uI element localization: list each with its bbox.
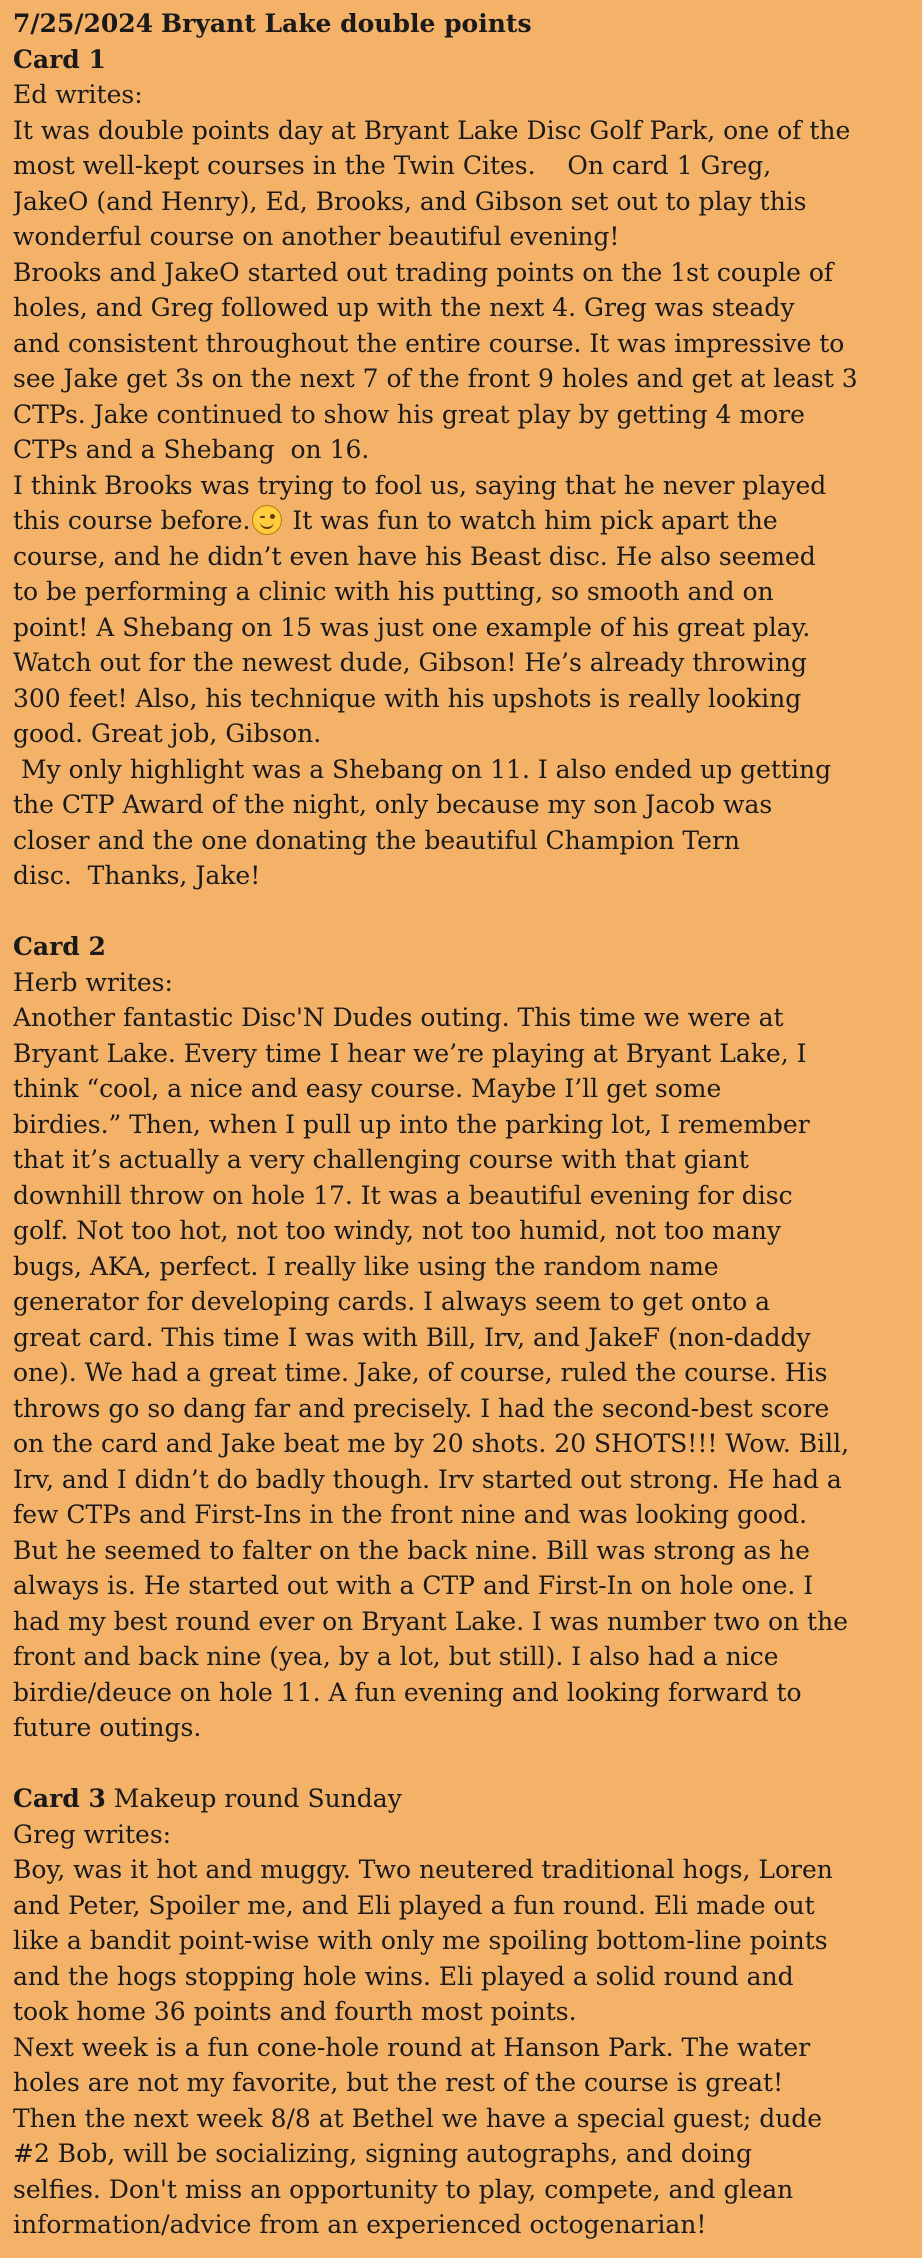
card-3-section (13, 1781, 910, 2243)
paragraph-line: great card. This time I was with Bill, Irv, and JakeF (non-daddy (13, 1322, 811, 1352)
author-line: Ed writes: (13, 80, 143, 109)
paragraph-line: holes are not my favorite, but the rest of the course is great! (13, 2068, 784, 2097)
paragraph-line: birdie/deuce on hole 11. A fun evening and looking forward to (13, 1677, 802, 1707)
card-2-body (13, 1000, 910, 1746)
paragraph-line: like a bandit point-wise with only me spoiling bottom-line points (13, 1926, 828, 1955)
page-title (13, 6, 910, 42)
paragraph-line: But he seemed to falter on the back nine. Bill was strong as he (13, 1535, 810, 1565)
paragraph-line: and the hogs stopping hole wins. Eli played a solid round and (13, 1961, 794, 1991)
paragraph-line: CTPs and a Shebang on 16. (13, 435, 370, 464)
paragraph-line: golf. Not too hot, not too windy, not too humid, not too many (13, 1216, 781, 1245)
card-2-section (13, 929, 910, 1746)
paragraph-line: most well-kept courses in the Twin Cites. On card 1 Greg, (13, 151, 772, 180)
paragraph-line: #2 Bob, will be socializing, signing autographs, and doing (13, 2139, 753, 2168)
paragraph-line: few CTPs and First-Ins in the front nine and was looking good. (13, 1500, 808, 1529)
paragraph-line: that it’s actually a very challenging course with that giant (13, 1145, 749, 1174)
paragraph-line: holes, and Greg followed up with the next 4. Greg was steady (13, 293, 795, 322)
author-line: Herb writes: (13, 967, 173, 997)
paragraph-line: disc. Thanks, Jake! (13, 861, 261, 890)
paragraph-line: bugs, AKA, perfect. I really like using the random name (13, 1251, 719, 1281)
card-title: Card 1 (13, 44, 106, 74)
paragraph-line: took home 36 points and fourth most points. (13, 1997, 577, 2026)
paragraph-line: CTPs. Jake continued to show his great play by getting 4 more (13, 399, 805, 429)
card-1-body-part-2 (13, 539, 910, 894)
event-name: Bryant Lake double points (160, 9, 532, 38)
paragraph-line: and Peter, Spoiler me, and Eli played a fun round. Eli made out (13, 1890, 815, 1920)
paragraph-line: the CTP Award of the night, only because my son Jacob was (13, 790, 773, 819)
paragraph-line: information/advice from an experienced octogenarian! (13, 2210, 707, 2239)
paragraph-line: Next week is a fun cone-hole round at Hanson Park. The water (13, 2032, 811, 2062)
card-title: Card 3 Makeup round Sunday (13, 1784, 402, 1813)
card-3-body (13, 1852, 910, 2243)
card-1-section (13, 42, 910, 894)
section-spacer (13, 894, 910, 930)
paragraph-line: birdies.” Then, when I pull up into the parking lot, I remember (13, 1109, 810, 1139)
paragraph-line: Boy, was it hot and muggy. Two neutered traditional hogs, Loren (13, 1855, 833, 1884)
paragraph-line: see Jake get 3s on the next 7 of the front 9 holes and get at least 3 (13, 364, 858, 393)
paragraph-line: Irv, and I didn’t do badly though. Irv started out strong. He had a (13, 1464, 842, 1494)
paragraph-line: downhill throw on hole 17. It was a beautiful evening for disc (13, 1180, 793, 1210)
paragraph-line: had my best round ever on Bryant Lake. I was number two on the (13, 1606, 848, 1636)
paragraph-line-with-emoji: this course before. It was fun to watch him pick apart the (13, 506, 778, 535)
event-date: 7/25/2024 (13, 9, 154, 38)
paragraph-line: on the card and Jake beat me by 20 shots. 20 SHOTS!!! Wow. Bill, (13, 1429, 850, 1458)
paragraph-line: I think Brooks was trying to fool us, saying that he never played (13, 470, 827, 500)
paragraph-line: selfies. Don't miss an opportunity to play, compete, and glean (13, 2174, 794, 2204)
paragraph-line: good. Great job, Gibson. (13, 719, 322, 748)
paragraph-line: always is. He started out with a CTP and First-In on hole one. I (13, 1571, 814, 1600)
paragraph-line: It was double points day at Bryant Lake Disc Golf Park, one of the (13, 115, 851, 145)
paragraph-line: point! A Shebang on 15 was just one example of his great play. (13, 612, 811, 642)
paragraph-line: throws go so dang far and precisely. I had the second-best score (13, 1393, 830, 1423)
author-line: Greg writes: (13, 1819, 172, 1849)
paragraph-line: Another fantastic Disc'N Dudes outing. This time we were at (13, 1003, 784, 1032)
paragraph-line: closer and the one donating the beautiful Champion Tern (13, 825, 741, 855)
paragraph-line: Brooks and JakeO started out trading points on the 1st couple of (13, 257, 834, 287)
paragraph-line: JakeO (and Henry), Ed, Brooks, and Gibson set out to play this (13, 186, 807, 216)
paragraph-line: and consistent throughout the entire course. It was impressive to (13, 328, 845, 358)
paragraph-line: Then the next week 8/8 at Bethel we have a special guest; dude (13, 2103, 823, 2133)
paragraph-line: 300 feet! Also, his technique with his upshots is really looking (13, 683, 802, 713)
paragraph-line: to be performing a clinic with his putting, so smooth and on (13, 577, 774, 606)
paragraph-line: course, and he didn’t even have his Beast disc. He also seemed (13, 541, 816, 571)
paragraph-line: Watch out for the newest dude, Gibson! He’s already throwing (13, 648, 808, 677)
paragraph-line: think “cool, a nice and easy course. Maybe I’ll get some (13, 1074, 722, 1103)
paragraph-line: generator for developing cards. I always seem to get onto a (13, 1287, 771, 1316)
winking-face-icon (252, 505, 282, 535)
paragraph-line: Bryant Lake. Every time I hear we’re playing at Bryant Lake, I (13, 1038, 807, 1068)
paragraph-line: wonderful course on another beautiful evening! (13, 222, 620, 251)
paragraph-line: front and back nine (yea, by a lot, but still). I also had a nice (13, 1642, 779, 1671)
section-spacer (13, 1746, 910, 1782)
card-1-body-part-1 (13, 113, 910, 504)
paragraph-line: future outings. (13, 1713, 202, 1742)
paragraph-line: My only highlight was a Shebang on 11. I also ended up getting (13, 754, 832, 784)
paragraph-line: one). We had a great time. Jake, of course, ruled the course. His (13, 1358, 828, 1387)
card-title: Card 2 (13, 932, 106, 961)
